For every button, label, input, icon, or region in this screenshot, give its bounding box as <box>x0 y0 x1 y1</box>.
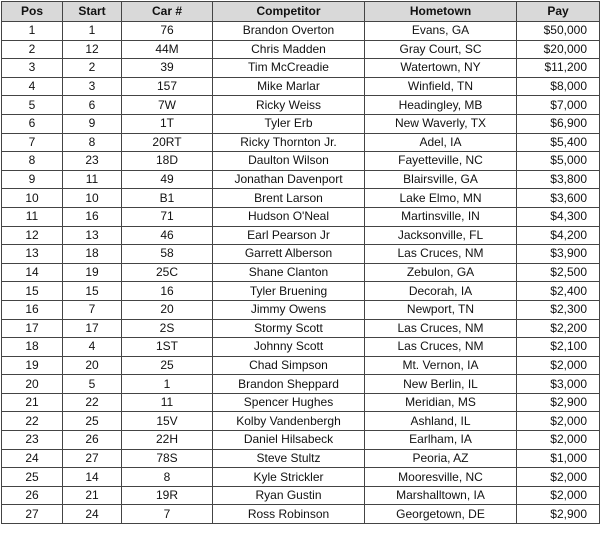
cell-hometown: Newport, TN <box>365 300 517 319</box>
cell-pay: $2,000 <box>517 412 600 431</box>
cell-car-number: 46 <box>122 226 213 245</box>
cell-pay: $4,200 <box>517 226 600 245</box>
cell-pay: $2,400 <box>517 282 600 301</box>
cell-hometown: Fayetteville, NC <box>365 152 517 171</box>
cell-start: 12 <box>63 40 122 59</box>
cell-car-number: 20 <box>122 300 213 319</box>
cell-pay: $2,000 <box>517 486 600 505</box>
cell-pay: $20,000 <box>517 40 600 59</box>
cell-competitor: Daniel Hilsabeck <box>213 431 365 450</box>
table-row <box>2 226 600 245</box>
cell-hometown: Jacksonville, FL <box>365 226 517 245</box>
table-row <box>2 170 600 189</box>
table-row <box>2 77 600 96</box>
cell-pos: 1 <box>2 22 63 41</box>
table-row <box>2 59 600 78</box>
cell-car-number: 2S <box>122 319 213 338</box>
cell-pos: 23 <box>2 431 63 450</box>
header-hometown: Hometown <box>365 2 517 22</box>
table-row <box>2 152 600 171</box>
cell-competitor: Kyle Strickler <box>213 468 365 487</box>
cell-start: 27 <box>63 449 122 468</box>
cell-pos: 17 <box>2 319 63 338</box>
header-start: Start <box>63 2 122 22</box>
cell-pay: $2,000 <box>517 431 600 450</box>
cell-car-number: 15V <box>122 412 213 431</box>
cell-pay: $3,800 <box>517 170 600 189</box>
cell-competitor: Brandon Sheppard <box>213 375 365 394</box>
cell-pay: $2,900 <box>517 393 600 412</box>
cell-hometown: Mooresville, NC <box>365 468 517 487</box>
cell-hometown: Headingley, MB <box>365 96 517 115</box>
cell-car-number: 58 <box>122 245 213 264</box>
cell-pos: 25 <box>2 468 63 487</box>
table-row <box>2 22 600 41</box>
cell-pay: $2,500 <box>517 263 600 282</box>
cell-competitor: Ricky Weiss <box>213 96 365 115</box>
cell-competitor: Tim McCreadie <box>213 59 365 78</box>
cell-hometown: Earlham, IA <box>365 431 517 450</box>
cell-car-number: 22H <box>122 431 213 450</box>
cell-start: 6 <box>63 96 122 115</box>
cell-hometown: Lake Elmo, MN <box>365 189 517 208</box>
cell-start: 4 <box>63 338 122 357</box>
cell-pay: $2,100 <box>517 338 600 357</box>
cell-start: 18 <box>63 245 122 264</box>
cell-pay: $50,000 <box>517 22 600 41</box>
table-row <box>2 338 600 357</box>
cell-car-number: 157 <box>122 77 213 96</box>
cell-pos: 4 <box>2 77 63 96</box>
cell-start: 24 <box>63 505 122 524</box>
cell-hometown: Evans, GA <box>365 22 517 41</box>
table-row <box>2 189 600 208</box>
cell-hometown: Las Cruces, NM <box>365 338 517 357</box>
cell-pay: $5,400 <box>517 133 600 152</box>
cell-pay: $2,300 <box>517 300 600 319</box>
cell-competitor: Garrett Alberson <box>213 245 365 264</box>
table-row <box>2 300 600 319</box>
table-row <box>2 468 600 487</box>
table-row <box>2 449 600 468</box>
cell-competitor: Shane Clanton <box>213 263 365 282</box>
header-car-number: Car # <box>122 2 213 22</box>
cell-pos: 11 <box>2 207 63 226</box>
cell-start: 14 <box>63 468 122 487</box>
cell-hometown: Gray Court, SC <box>365 40 517 59</box>
cell-pos: 24 <box>2 449 63 468</box>
cell-pos: 22 <box>2 412 63 431</box>
cell-car-number: 16 <box>122 282 213 301</box>
header-pay: Pay <box>517 2 600 22</box>
table-row <box>2 282 600 301</box>
cell-hometown: Winfield, TN <box>365 77 517 96</box>
table-row <box>2 393 600 412</box>
cell-pay: $3,600 <box>517 189 600 208</box>
cell-start: 19 <box>63 263 122 282</box>
cell-competitor: Jimmy Owens <box>213 300 365 319</box>
cell-pay: $2,200 <box>517 319 600 338</box>
cell-hometown: Meridian, MS <box>365 393 517 412</box>
cell-pay: $1,000 <box>517 449 600 468</box>
cell-pay: $11,200 <box>517 59 600 78</box>
cell-pos: 27 <box>2 505 63 524</box>
cell-hometown: Adel, IA <box>365 133 517 152</box>
cell-competitor: Johnny Scott <box>213 338 365 357</box>
cell-pay: $8,000 <box>517 77 600 96</box>
cell-competitor: Brandon Overton <box>213 22 365 41</box>
table-row <box>2 207 600 226</box>
cell-pay: $2,000 <box>517 356 600 375</box>
table-row <box>2 114 600 133</box>
results-body <box>2 22 600 524</box>
cell-start: 3 <box>63 77 122 96</box>
table-row <box>2 263 600 282</box>
cell-competitor: Tyler Bruening <box>213 282 365 301</box>
cell-pos: 8 <box>2 152 63 171</box>
cell-competitor: Jonathan Davenport <box>213 170 365 189</box>
cell-competitor: Daulton Wilson <box>213 152 365 171</box>
cell-car-number: 19R <box>122 486 213 505</box>
cell-car-number: 7 <box>122 505 213 524</box>
table-row <box>2 431 600 450</box>
cell-car-number: 1T <box>122 114 213 133</box>
cell-pos: 2 <box>2 40 63 59</box>
cell-pos: 15 <box>2 282 63 301</box>
cell-competitor: Mike Marlar <box>213 77 365 96</box>
cell-pay: $7,000 <box>517 96 600 115</box>
cell-pay: $6,900 <box>517 114 600 133</box>
cell-start: 13 <box>63 226 122 245</box>
cell-car-number: 25 <box>122 356 213 375</box>
cell-hometown: Martinsville, IN <box>365 207 517 226</box>
cell-car-number: 18D <box>122 152 213 171</box>
cell-hometown: Georgetown, DE <box>365 505 517 524</box>
cell-start: 20 <box>63 356 122 375</box>
cell-car-number: 1ST <box>122 338 213 357</box>
cell-pos: 21 <box>2 393 63 412</box>
cell-competitor: Ross Robinson <box>213 505 365 524</box>
cell-start: 15 <box>63 282 122 301</box>
table-row <box>2 356 600 375</box>
cell-start: 23 <box>63 152 122 171</box>
cell-competitor: Tyler Erb <box>213 114 365 133</box>
cell-hometown: Las Cruces, NM <box>365 245 517 264</box>
cell-pos: 6 <box>2 114 63 133</box>
cell-car-number: 7W <box>122 96 213 115</box>
cell-pos: 10 <box>2 189 63 208</box>
cell-competitor: Steve Stultz <box>213 449 365 468</box>
cell-start: 7 <box>63 300 122 319</box>
cell-start: 9 <box>63 114 122 133</box>
header-competitor: Competitor <box>213 2 365 22</box>
cell-car-number: 78S <box>122 449 213 468</box>
cell-car-number: 76 <box>122 22 213 41</box>
cell-pos: 7 <box>2 133 63 152</box>
cell-pos: 26 <box>2 486 63 505</box>
cell-start: 1 <box>63 22 122 41</box>
cell-competitor: Earl Pearson Jr <box>213 226 365 245</box>
table-row <box>2 505 600 524</box>
cell-hometown: Blairsville, GA <box>365 170 517 189</box>
cell-hometown: Zebulon, GA <box>365 263 517 282</box>
cell-car-number: 11 <box>122 393 213 412</box>
cell-hometown: Peoria, AZ <box>365 449 517 468</box>
cell-competitor: Spencer Hughes <box>213 393 365 412</box>
cell-competitor: Ryan Gustin <box>213 486 365 505</box>
cell-car-number: 20RT <box>122 133 213 152</box>
cell-competitor: Chad Simpson <box>213 356 365 375</box>
cell-start: 25 <box>63 412 122 431</box>
cell-hometown: New Waverly, TX <box>365 114 517 133</box>
cell-pos: 16 <box>2 300 63 319</box>
cell-competitor: Brent Larson <box>213 189 365 208</box>
table-row <box>2 40 600 59</box>
table-row <box>2 375 600 394</box>
cell-competitor: Chris Madden <box>213 40 365 59</box>
cell-car-number: B1 <box>122 189 213 208</box>
cell-car-number: 8 <box>122 468 213 487</box>
cell-competitor: Kolby Vandenbergh <box>213 412 365 431</box>
cell-car-number: 49 <box>122 170 213 189</box>
cell-start: 22 <box>63 393 122 412</box>
cell-pos: 13 <box>2 245 63 264</box>
cell-start: 11 <box>63 170 122 189</box>
cell-competitor: Ricky Thornton Jr. <box>213 133 365 152</box>
cell-hometown: New Berlin, IL <box>365 375 517 394</box>
results-table <box>1 1 600 524</box>
cell-pos: 12 <box>2 226 63 245</box>
cell-competitor: Hudson O'Neal <box>213 207 365 226</box>
cell-start: 2 <box>63 59 122 78</box>
cell-pos: 20 <box>2 375 63 394</box>
cell-pos: 14 <box>2 263 63 282</box>
cell-car-number: 39 <box>122 59 213 78</box>
cell-hometown: Ashland, IL <box>365 412 517 431</box>
cell-pos: 9 <box>2 170 63 189</box>
cell-pay: $5,000 <box>517 152 600 171</box>
cell-hometown: Las Cruces, NM <box>365 319 517 338</box>
cell-start: 21 <box>63 486 122 505</box>
cell-start: 17 <box>63 319 122 338</box>
cell-pay: $2,000 <box>517 468 600 487</box>
cell-car-number: 71 <box>122 207 213 226</box>
table-row <box>2 133 600 152</box>
cell-hometown: Decorah, IA <box>365 282 517 301</box>
cell-start: 26 <box>63 431 122 450</box>
cell-hometown: Watertown, NY <box>365 59 517 78</box>
cell-pos: 19 <box>2 356 63 375</box>
table-row <box>2 245 600 264</box>
cell-pay: $2,900 <box>517 505 600 524</box>
cell-pos: 18 <box>2 338 63 357</box>
cell-pay: $4,300 <box>517 207 600 226</box>
cell-pay: $3,900 <box>517 245 600 264</box>
cell-start: 10 <box>63 189 122 208</box>
cell-start: 5 <box>63 375 122 394</box>
table-row <box>2 319 600 338</box>
cell-pos: 3 <box>2 59 63 78</box>
cell-start: 8 <box>63 133 122 152</box>
cell-pos: 5 <box>2 96 63 115</box>
cell-pay: $3,000 <box>517 375 600 394</box>
table-row <box>2 486 600 505</box>
cell-car-number: 25C <box>122 263 213 282</box>
table-row <box>2 412 600 431</box>
cell-car-number: 44M <box>122 40 213 59</box>
cell-car-number: 1 <box>122 375 213 394</box>
header-row <box>2 2 600 22</box>
cell-start: 16 <box>63 207 122 226</box>
cell-hometown: Mt. Vernon, IA <box>365 356 517 375</box>
cell-hometown: Marshalltown, IA <box>365 486 517 505</box>
header-pos: Pos <box>2 2 63 22</box>
cell-competitor: Stormy Scott <box>213 319 365 338</box>
table-row <box>2 96 600 115</box>
